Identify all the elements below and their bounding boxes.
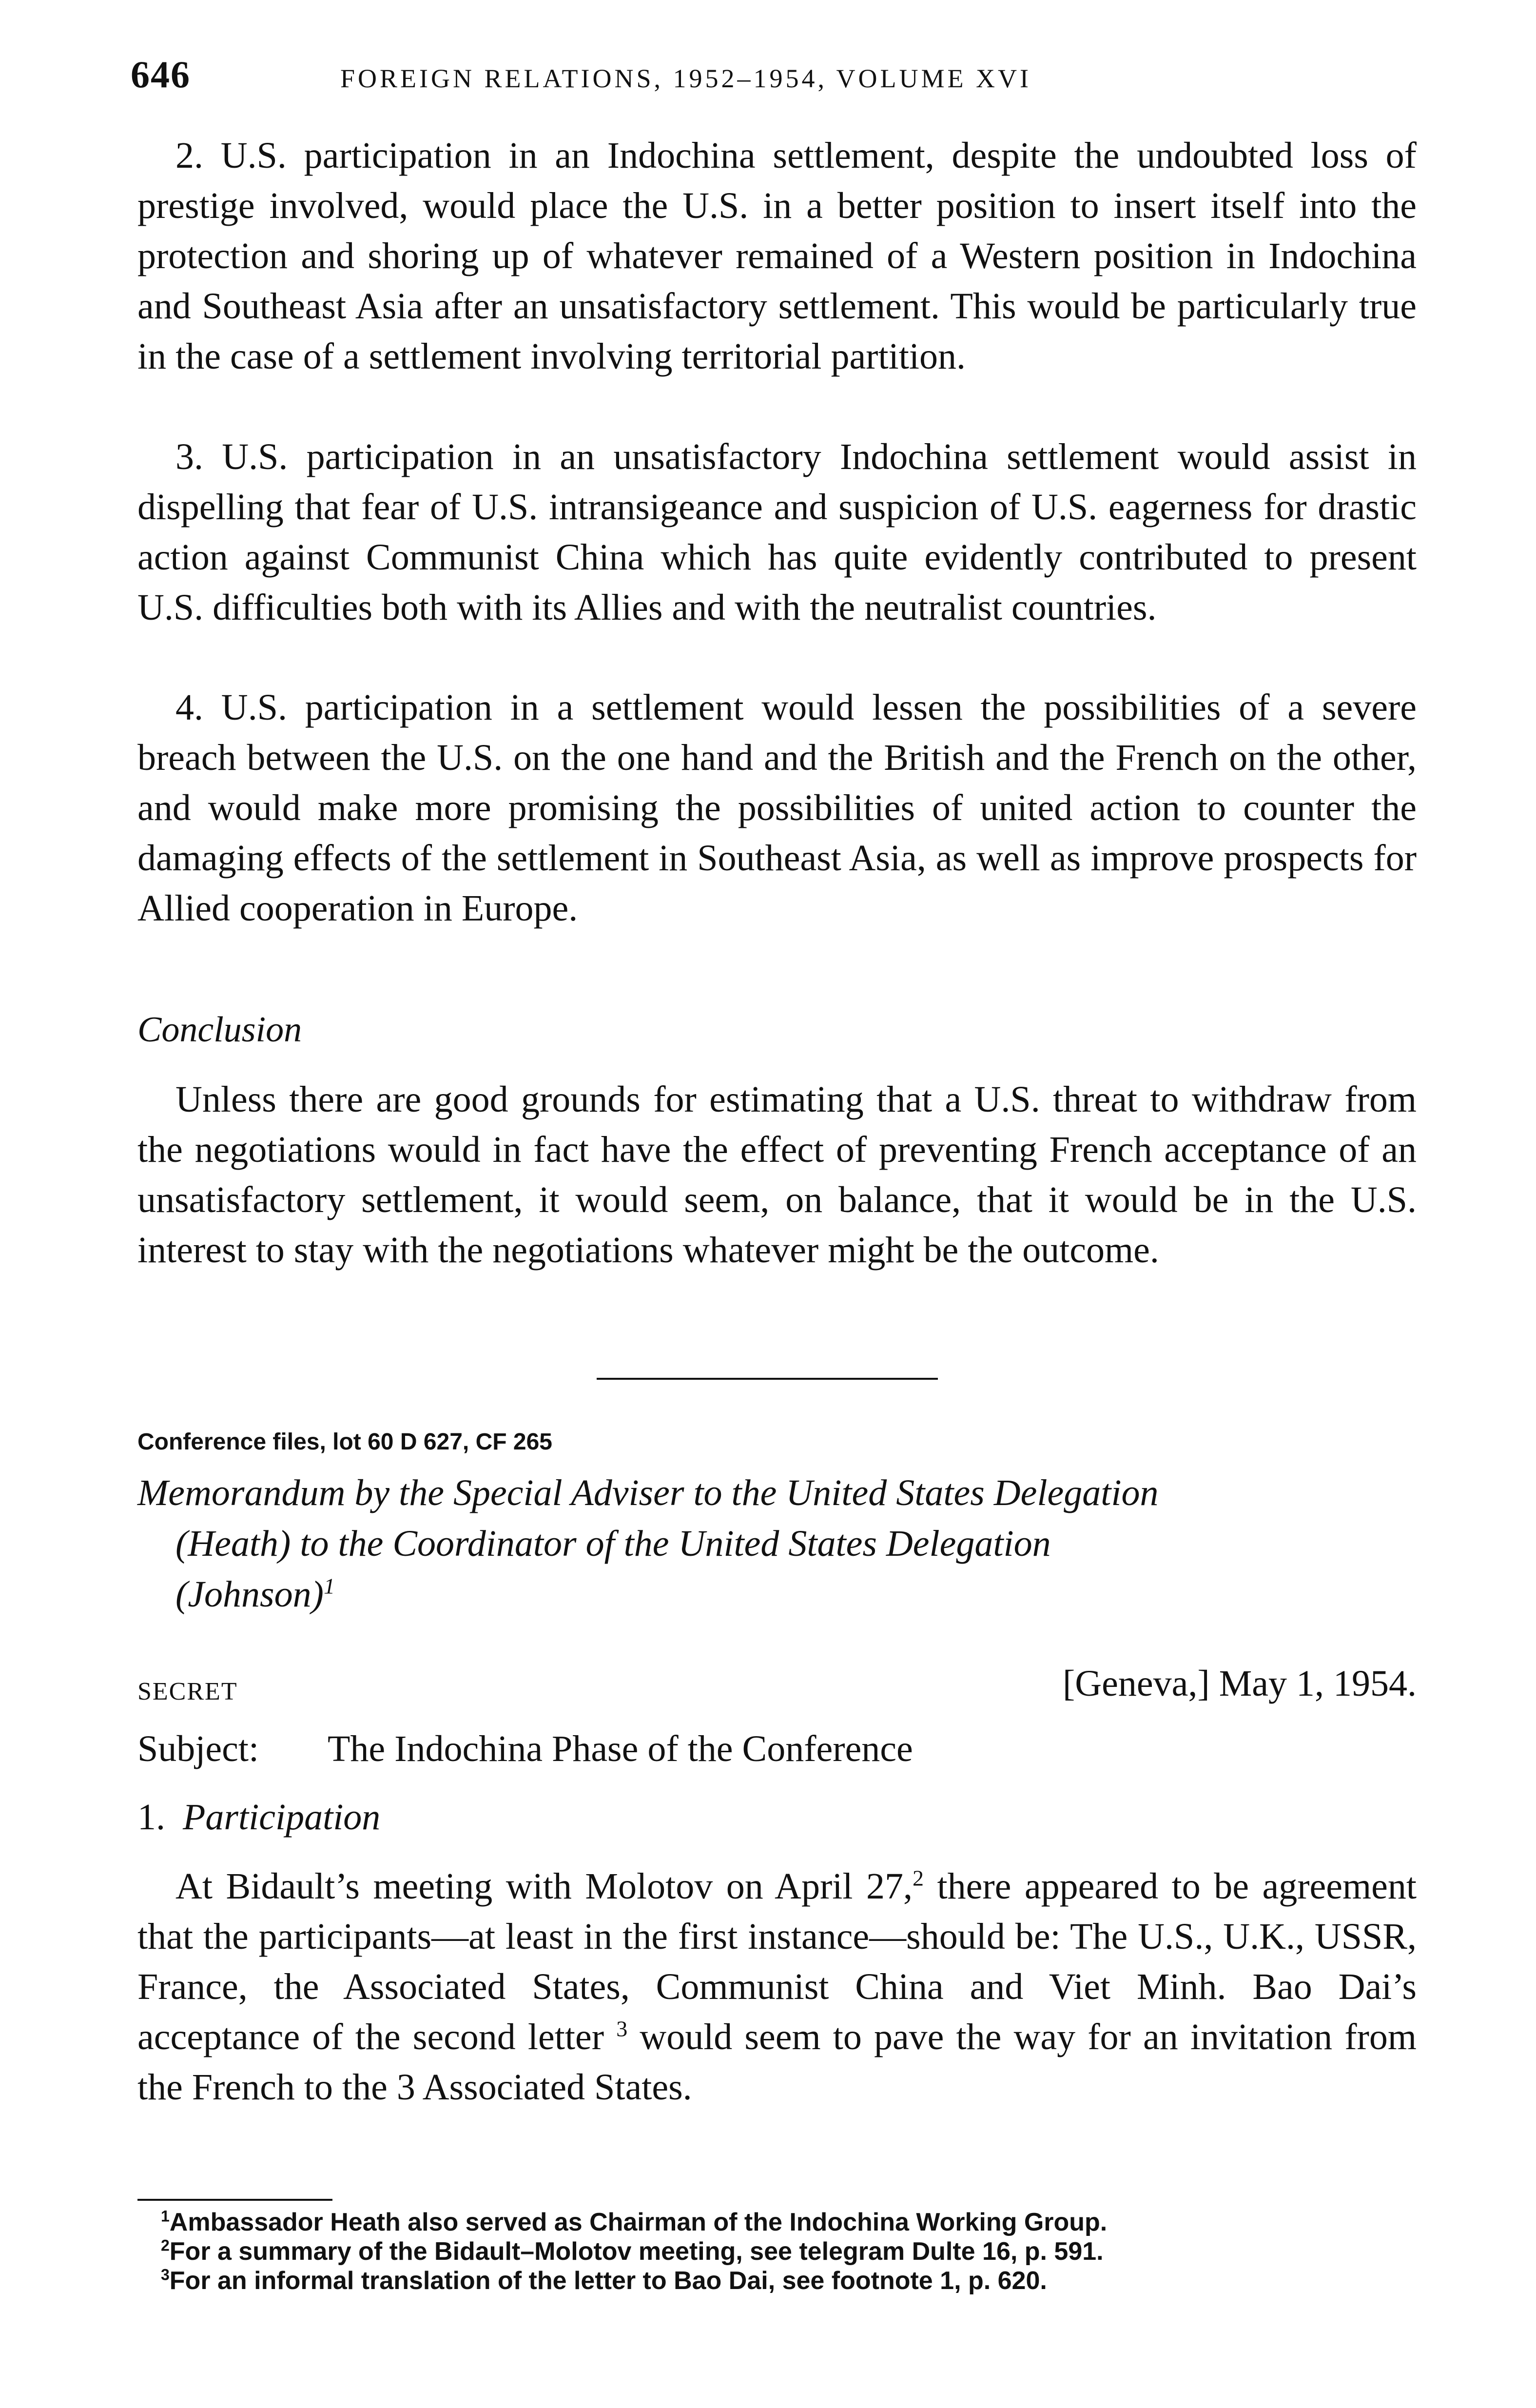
paragraph-2 (137, 131, 1417, 382)
memo-title-line-3-text: (Johnson) (175, 1574, 324, 1615)
paragraph-3 (137, 432, 1417, 633)
conclusion-paragraph (137, 1075, 1417, 1275)
footnote-ref-2[interactable]: 2 (913, 1865, 924, 1891)
footnote-3 (137, 2266, 1417, 2295)
participation-text-c: would seem to pave the way for an invitation from the French to the 3 Associated States. (137, 2016, 1417, 2108)
running-head: FOREIGN RELATIONS, 1952–1954, VOLUME XVI (340, 64, 1031, 93)
source-citation: Conference files, lot 60 D 627, CF 265 (137, 1429, 552, 1455)
classification-label: SECRET (137, 1678, 238, 1705)
footnote-2-text: For a summary of the Bidault–Molotov meeting, see telegram Dulte 16, p. 591. (169, 2237, 1104, 2266)
memo-title-line-2: (Heath) to the Coordinator of the United States Delegation (175, 1523, 1051, 1564)
footnotes (137, 2208, 1417, 2295)
subject-label: Subject: (137, 1728, 259, 1769)
footnote-2 (137, 2237, 1417, 2266)
conclusion-heading: Conclusion (137, 1010, 302, 1050)
memo-title-line-1: Memorandum by the Special Adviser to the United States Delegation (137, 1472, 1159, 1513)
page-number: 646 (131, 53, 191, 96)
subject-text: The Indochina Phase of the Conference (328, 1728, 913, 1769)
section-number: 1. (137, 1797, 165, 1838)
footnote-ref-1[interactable]: 1 (323, 1573, 335, 1599)
section-title: Participation (183, 1797, 381, 1838)
dateline-place: [Geneva,] (1062, 1663, 1210, 1704)
paragraph-4-text: 4. U.S. participation in a settlement would lessen the possibilities of a severe breach between the U.S. on the one hand and the British and the French on the other, and would make more promising the possibilities of united action to counter the damaging effects of the settlement in Southeast Asia, as well as improve prospects for Allied cooperation in Europe. (137, 687, 1417, 929)
footnote-ref-3[interactable]: 3 (616, 2016, 628, 2041)
footnote-rule (137, 2199, 332, 2201)
participation-text-b: there appeared to be agreement that the participants—at least in the first instance—should be: The U.S., U.K., USSR, France, the Associated States, Communist China and Viet Minh. Bao Dai’s acceptance of the second letter (137, 1866, 1417, 2057)
paragraph-3-text: 3. U.S. participation in an unsatisfactory Indochina settlement would assist in dispelling that fear of U.S. intransigeance and suspicion of U.S. eagerness for drastic action against Communist China which has quite evidently contributed to present U.S. difficulties both with its Allies and with the neutralist countries. (137, 436, 1417, 628)
footnote-3-text: For an informal translation of the letter to Bao Dai, see footnote 1, p. 620. (169, 2267, 1047, 2295)
footnote-3-mark: 3 (161, 2266, 170, 2284)
paragraph-2-text: 2. U.S. participation in an Indochina settlement, despite the undoubted loss of prestige involved, would place the U.S. in a better position to insert itself into the protection and shoring up of whatever remained of a Western position in Indochina and Southeast Asia after an unsatisfactory settlement. This would be particularly true in the case of a settlement involving territorial partition. (137, 135, 1417, 377)
footnote-1-text: Ambassador Heath also served as Chairman of the Indochina Working Group. (169, 2208, 1108, 2236)
paragraph-4 (137, 683, 1417, 934)
section-divider (597, 1378, 938, 1380)
memo-title (137, 1468, 1417, 1620)
participation-text-a: At Bidault’s meeting with Molotov on April 27, (175, 1866, 913, 1907)
dateline (1063, 1663, 1417, 1705)
participation-text (137, 1861, 1417, 2113)
footnote-1-mark: 1 (161, 2207, 170, 2225)
conclusion-text: Unless there are good grounds for estimating that a U.S. threat to withdraw from the negotiations would in fact have the effect of preventing French acceptance of an unsatisfactory settlement, it would seem, on balance, that it would be in the U.S. interest to stay with the negotiations whatever might be the outcome. (137, 1079, 1417, 1271)
footnote-1 (137, 2208, 1417, 2237)
footnote-2-mark: 2 (161, 2236, 170, 2254)
memo-title-line-3 (137, 1569, 1417, 1620)
dateline-date: May 1, 1954. (1219, 1663, 1417, 1704)
participation-paragraph (137, 1861, 1417, 2113)
page-header (131, 53, 1418, 106)
